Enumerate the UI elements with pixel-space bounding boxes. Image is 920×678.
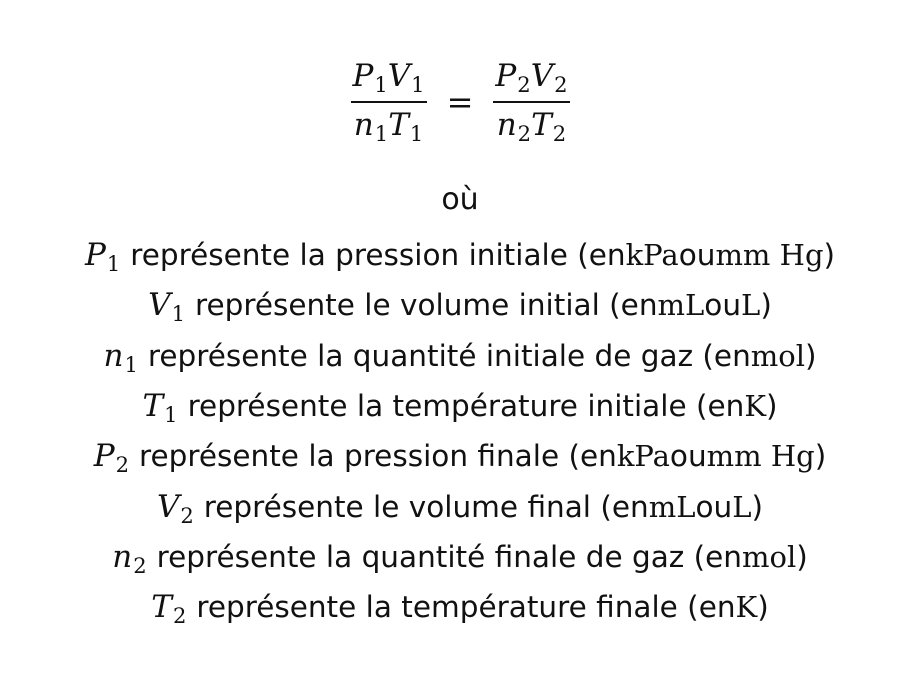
definition-row <box>0 431 920 481</box>
definition-row <box>0 582 920 632</box>
definition-symbol <box>103 337 138 377</box>
formula-subscript: 1 <box>374 71 388 97</box>
formula-variable: T <box>531 107 552 143</box>
definition-symbol <box>142 388 178 427</box>
definition-text: représente la pression finale (en <box>139 439 617 474</box>
definition-row <box>0 481 920 531</box>
definition-symbol <box>151 589 187 629</box>
left-fraction <box>351 57 427 147</box>
definition-symbol <box>93 438 130 478</box>
symbol-variable: V <box>156 488 180 525</box>
combined-gas-law-formula <box>0 52 920 152</box>
right-numerator <box>493 57 569 98</box>
formula-variable: P <box>352 58 374 94</box>
unit-separator: ou <box>695 489 733 524</box>
unit: mol <box>750 338 806 373</box>
formula-variable: n <box>353 107 374 143</box>
definition-text: représente le volume initial (en <box>194 288 658 323</box>
closing-paren: ) <box>757 590 769 625</box>
closing-paren: ) <box>760 288 772 323</box>
closing-paren: ) <box>766 389 778 424</box>
definition-row <box>0 381 920 431</box>
formula-variable: n <box>496 107 517 143</box>
definition-text: représente la quantité initiale de gaz (en <box>147 338 751 373</box>
symbol-variable: n <box>112 538 133 575</box>
formula-subscript: 2 <box>517 71 531 97</box>
equals-sign: = <box>446 83 474 121</box>
symbol-subscript: 2 <box>180 502 194 528</box>
unit: mL <box>657 288 705 323</box>
formula-variable: P <box>495 58 517 94</box>
symbol-subscript: 1 <box>124 351 138 377</box>
unit-separator: ou <box>678 238 716 273</box>
definition-symbol <box>156 488 194 528</box>
symbol-variable: V <box>148 287 171 324</box>
unit: kPa <box>616 439 670 474</box>
definition-text: représente le volume final (en <box>203 489 649 524</box>
unit-separator: ou <box>704 288 742 323</box>
unit: L <box>741 288 761 323</box>
closing-paren: ) <box>796 539 808 574</box>
definition-row <box>0 280 920 330</box>
formula-variable: V <box>530 58 554 94</box>
formula-subscript: 1 <box>374 120 389 146</box>
formula-variable: V <box>387 58 411 94</box>
closing-paren: ) <box>751 489 764 524</box>
unit: mL <box>648 489 696 524</box>
left-numerator <box>351 57 427 98</box>
right-fraction <box>493 57 569 147</box>
symbol-subscript: 2 <box>133 552 147 578</box>
formula-subscript: 1 <box>409 120 424 146</box>
symbol-subscript: 1 <box>171 301 185 327</box>
unit: mm Hg <box>706 439 815 474</box>
symbol-variable: n <box>103 337 124 374</box>
closing-paren: ) <box>805 338 817 373</box>
left-denominator <box>352 106 426 147</box>
unit: K <box>744 389 767 424</box>
unit: K <box>735 590 758 625</box>
unit: kPa <box>625 238 679 273</box>
symbol-subscript: 1 <box>164 401 178 427</box>
formula-subscript: 2 <box>517 120 532 146</box>
definition-row <box>0 230 920 280</box>
definition-text: représente la température initiale (en <box>187 389 745 424</box>
symbol-variable: P <box>93 438 115 475</box>
unit: L <box>732 489 752 524</box>
definition-text: représente la quantité finale de gaz (en <box>156 539 742 574</box>
closing-paren: ) <box>814 439 827 474</box>
symbol-subscript: 1 <box>106 251 121 277</box>
formula-subscript: 2 <box>554 71 568 97</box>
unit-separator: ou <box>669 439 707 474</box>
symbol-subscript: 2 <box>115 452 130 478</box>
formula-subscript: 2 <box>552 120 567 146</box>
symbol-variable: P <box>84 237 106 274</box>
fraction-bar <box>493 101 569 103</box>
definition-symbol <box>84 237 121 277</box>
formula-subscript: 1 <box>411 71 425 97</box>
unit: mol <box>742 539 797 574</box>
definition-row <box>0 532 920 582</box>
definition-symbol <box>112 538 147 578</box>
definition-text: représente la pression initiale (en <box>130 238 626 273</box>
symbol-variable: T <box>142 388 164 425</box>
formula-variable: T <box>388 107 409 143</box>
symbol-subscript: 2 <box>172 603 187 629</box>
definition-symbol <box>148 287 185 327</box>
unit: mm Hg <box>715 238 824 273</box>
closing-paren: ) <box>823 238 836 273</box>
where-label: où <box>441 182 479 217</box>
definition-row <box>0 331 920 381</box>
fraction-bar <box>351 101 427 103</box>
variable-definitions <box>0 230 920 632</box>
right-denominator <box>495 106 569 147</box>
symbol-variable: T <box>151 589 172 626</box>
definition-text: représente la température finale (en <box>196 590 736 625</box>
